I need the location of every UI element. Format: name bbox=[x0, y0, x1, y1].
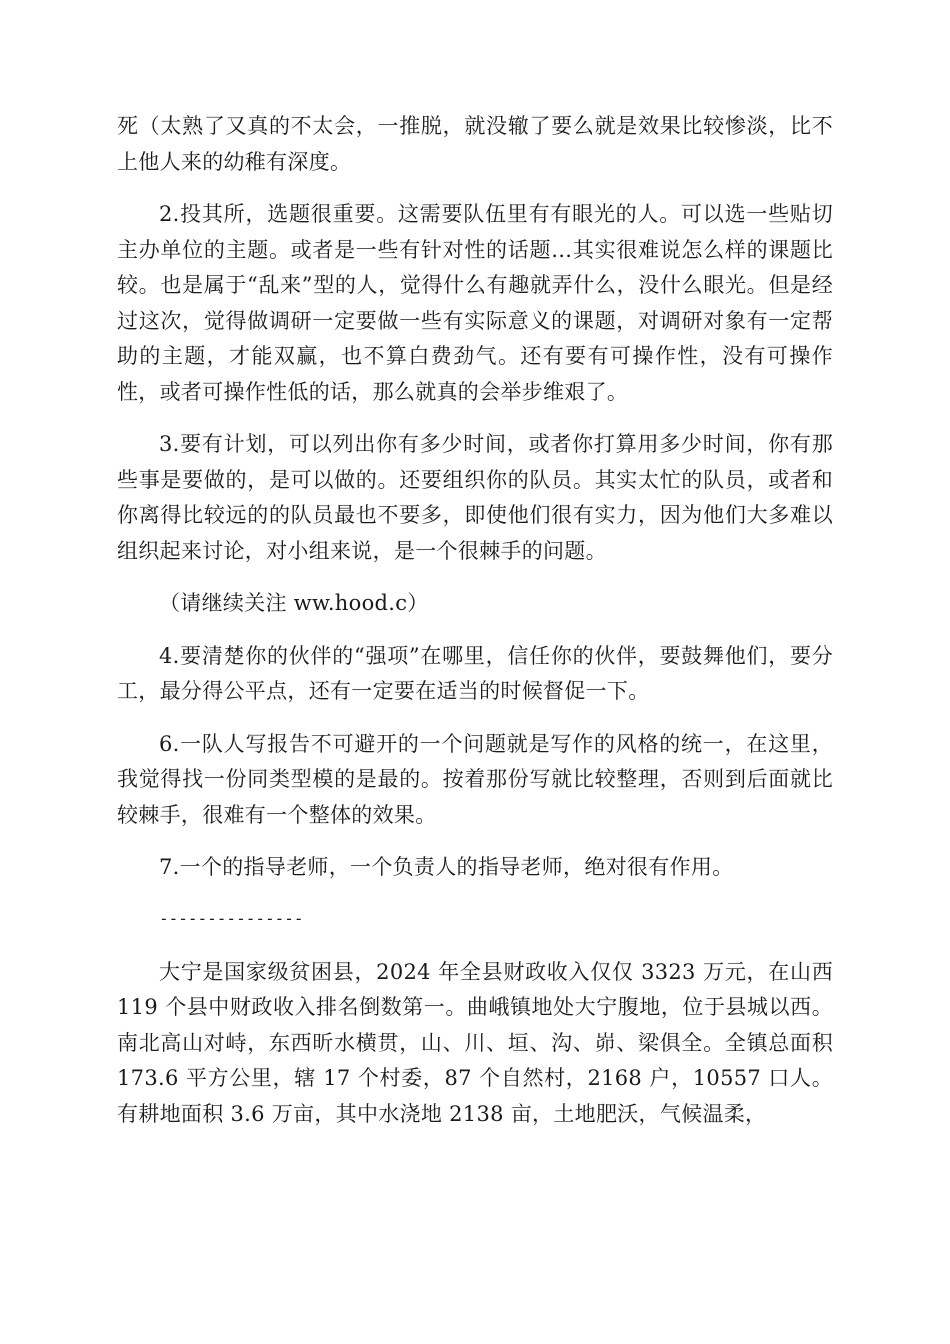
paragraph-point-6: 6.一队人写报告不可避开的一个问题就是写作的风格的统一，在这里，我觉得找一份同类型模的是最的。按着那份写就比较整理，否则到后面就比较棘手，很难有一个整体的效果。 bbox=[117, 731, 833, 827]
paragraph-point-2: 2.投其所，选题很重要。这需要队伍里有有眼光的人。可以选一些贴切主办单位的主题。或者是一些有针对性的话题…其实很难说怎么样的课题比较。也是属于“乱来”型的人，觉得什么有趣就弄什么，没什么眼光。但是经过这次，觉得做调研一定要做一些有实际意义的课题，对调研对象有一定帮助的主题，才能双赢，也不算白费劲气。还有要有可操作性，没有可操作性，或者可操作性低的话，那么就真的会举步维艰了。 bbox=[117, 202, 833, 404]
section-divider: --------------- bbox=[159, 908, 304, 928]
paragraph-daning-intro: 大宁是国家级贫困县，2024 年全县财政收入仅仅 3323 万元，在山西 119 个县中财政收入排名倒数第一。曲峨镇地处大宁腹地，位于县城以西。南北高山对峙，东西昕水横贯，山、川、垣、沟、峁、梁俱全。全镇总面积 173.6 平方公里，辖 17 个村委，87 个自然村，2168 户，10557 口人。有耕地面积 3.6 万亩，其中水浇地 2138 亩，土地肥沃，气候温柔， bbox=[117, 959, 833, 1126]
paragraph-point-3: 3.要有计划，可以列出你有多少时间，或者你打算用多少时间，你有那些事是要做的，是可以做的。还要组织你的队员。其实太忙的队员，或者和你离得比较远的的队员最也不要多，即使他们很有实力，因为他们大多难以组织起来讨论，对小组来说，是一个很棘手的问题。 bbox=[117, 432, 833, 563]
paragraph-point-7: 7.一个的指导老师，一个负责人的指导老师，绝对很有作用。 bbox=[159, 855, 734, 879]
document-body bbox=[117, 109, 833, 1149]
paragraph-continued: 死（太熟了又真的不太会，一推脱，就没辙了要么就是效果比较惨淡，比不上他人来的幼稚有深度。 bbox=[117, 114, 833, 174]
paragraph-follow-note: （请继续关注 ww.hood.c） bbox=[159, 591, 429, 615]
paragraph-point-4: 4.要清楚你的伙伴的“强项”在哪里，信任你的伙伴，要鼓舞他们，要分工，最分得公平点，还有一定要在适当的时候督促一下。 bbox=[117, 643, 833, 703]
